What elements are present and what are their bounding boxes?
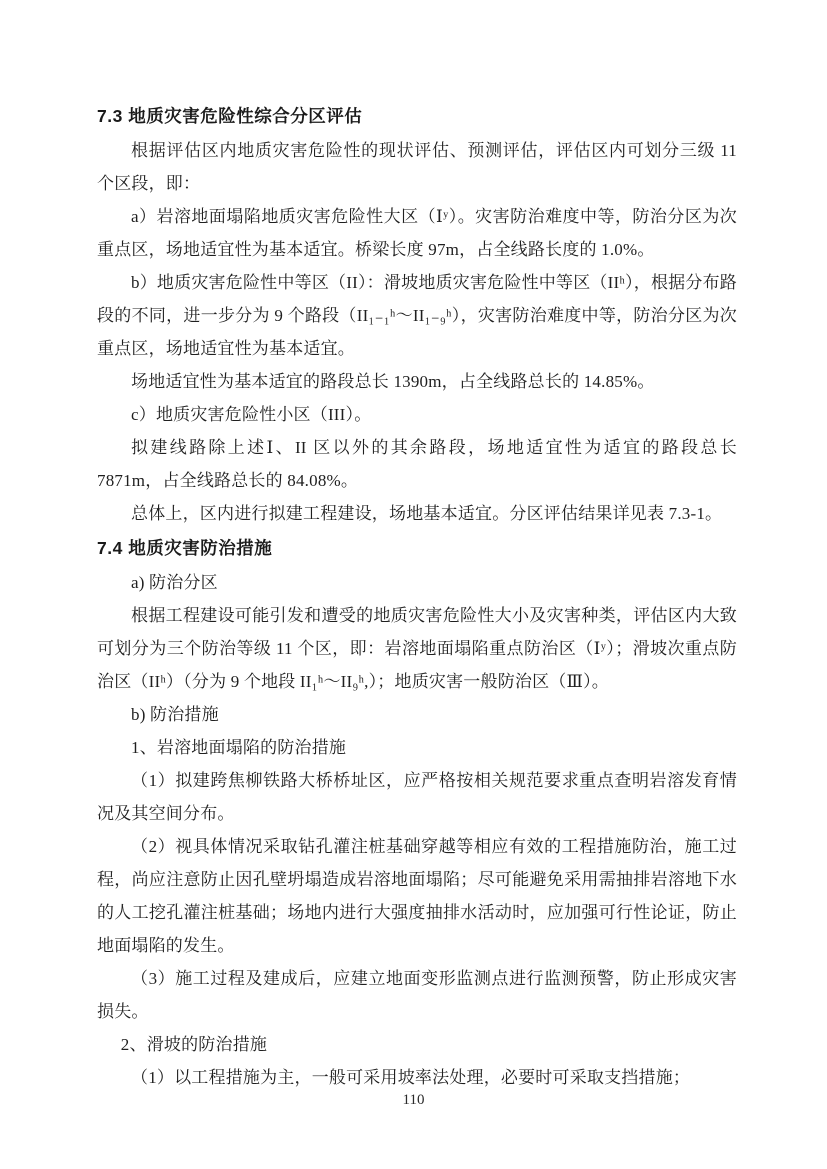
paragraph-landslide-measure-1: （1）以工程措施为主，一般可采用坡率法处理，必要时可采取支挡措施；	[131, 1068, 691, 1087]
paragraph-zone-a: a）岩溶地面塌陷地质灾害危险性大区（Ⅰʸ）。灾害防治难度中等，防治分区为次重点区，场地适宜性为基本适宜。桥梁长度 97m，占全线路长度的 1.0%。	[97, 207, 737, 259]
paragraph-zone-b: b）地质灾害危险性中等区（II）：滑坡地质灾害危险性中等区（IIʰ），根据分布路段的不同，进一步分为 9 个路段（II₁₋₁ʰ～II₁₋₉ʰ），灾害防治难度中等，防治分区为次重点区，场地适宜性为基本适宜。	[97, 273, 737, 358]
paragraph-intro: 根据评估区内地质灾害危险性的现状评估、预测评估，评估区内可划分三级 11 个区段，即：	[97, 141, 737, 193]
paragraph-karst-measure-2: （2）视具体情况采取钻孔灌注桩基础穿越等相应有效的工程措施防治，施工过程，尚应注意防止因孔壁坍塌造成岩溶地面塌陷；尽可能避免采用需抽排岩溶地下水的人工挖孔灌注桩基础；场地内进行大强度抽排水活动时，应加强可行性论证，防止地面塌陷的发生。	[97, 837, 737, 955]
page-number: 110	[402, 1092, 425, 1108]
paragraph-landslide-measures-title: 2、滑坡的防治措施	[120, 1035, 268, 1054]
paragraph-prevention-zoning: 根据工程建设可能引发和遭受的地质灾害危险性大小及灾害种类，评估区内大致可划分为三个防治等级 11 个区，即：岩溶地面塌陷重点防治区（Ⅰʸ）；滑坡次重点防治区（IIʰ）（分为 9 个地段 II₁ʰ～II₉ʰ,）；地质灾害一般防治区（Ⅲ）。	[97, 606, 737, 691]
section-7-3-heading: 7.3 地质灾害危险性综合分区评估	[97, 106, 363, 126]
paragraph-zone-b-length: 场地适宜性为基本适宜的路段总长 1390m，占全线路总长的 14.85%。	[131, 372, 655, 391]
page-footer	[0, 1090, 827, 1110]
paragraph-karst-measures-title: 1、岩溶地面塌陷的防治措施	[131, 738, 347, 757]
paragraph-prevention-zoning-title: a) 防治分区	[131, 573, 218, 592]
paragraph-karst-measure-3: （3）施工过程及建成后，应建立地面变形监测点进行监测预警，防止形成灾害损失。	[97, 969, 737, 1021]
paragraph-prevention-measures-title: b) 防治措施	[131, 705, 219, 724]
paragraph-zone-c: c）地质灾害危险性小区（III）。	[131, 405, 372, 424]
paragraph-karst-measure-1: （1）拟建跨焦柳铁路大桥桥址区，应严格按相关规范要求重点查明岩溶发育情况及其空间分布。	[97, 771, 737, 823]
paragraph-zone-c-length: 拟建线路除上述Ⅰ、II 区以外的其余路段，场地适宜性为适宜的路段总长 7871m，占全线路总长的 84.08%。	[97, 438, 737, 490]
page-content	[97, 98, 737, 1094]
paragraph-summary: 总体上，区内进行拟建工程建设，场地基本适宜。分区评估结果详见表 7.3-1。	[131, 504, 723, 523]
section-7-4-heading: 7.4 地质灾害防治措施	[97, 538, 273, 558]
